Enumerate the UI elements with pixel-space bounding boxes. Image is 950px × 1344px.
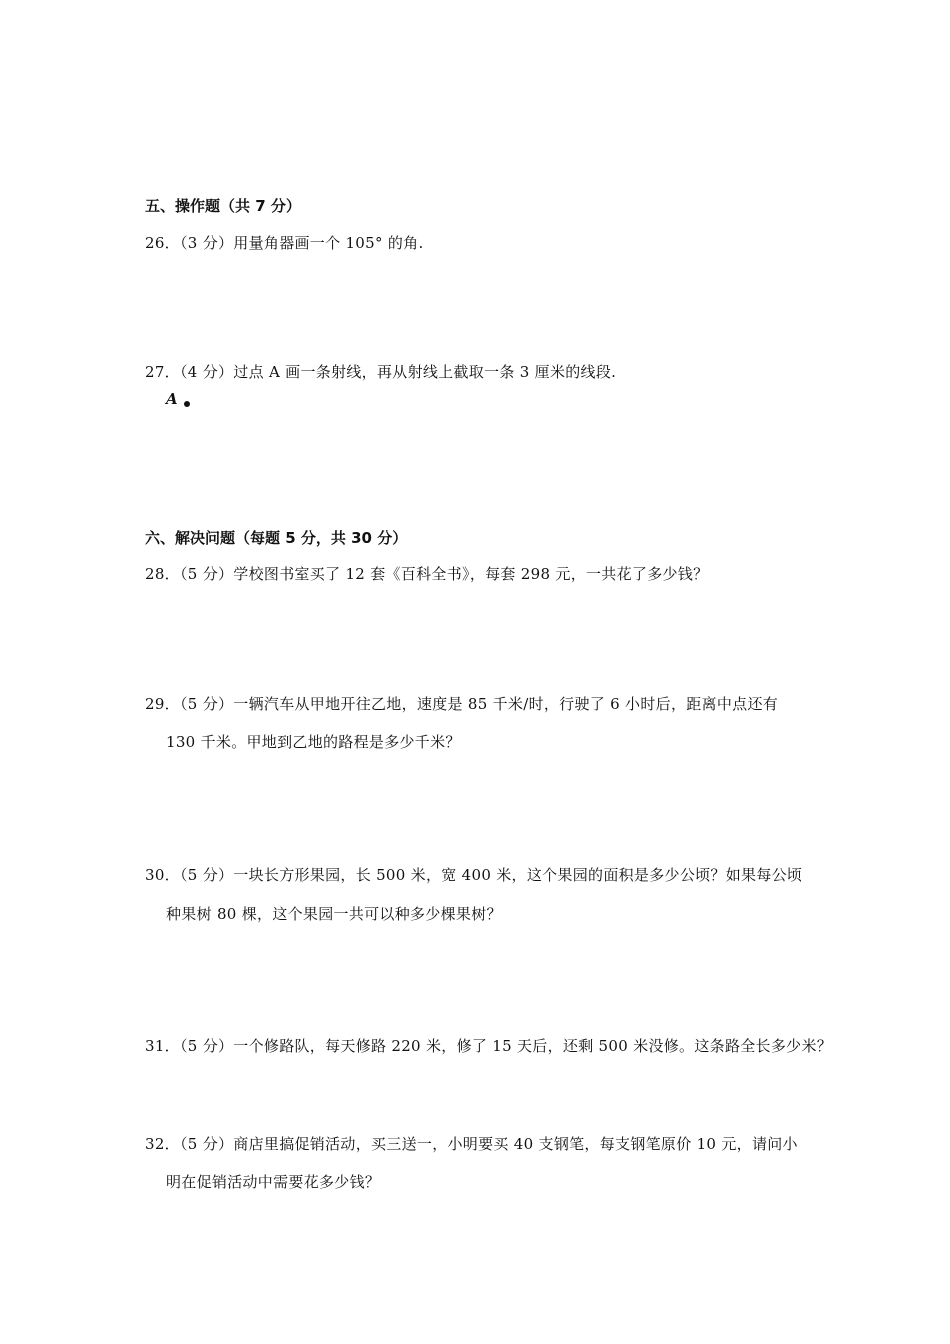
question-31: 31．（5 分）一个修路队，每天修路 220 米，修了 15 天后，还剩 500 米没修。这条路全长多少米？ — [145, 1037, 833, 1055]
point-a-label: A — [166, 390, 178, 408]
question-27: 27．（4 分）过点 A 画一条射线，再从射线上截取一条 3 厘米的线段. — [145, 363, 617, 381]
question-32-line1: 32．（5 分）商店里搞促销活动，买三送一，小明要买 40 支钢笔，每支钢笔原价 10 元，请问小 — [145, 1135, 798, 1153]
point-a-dot — [184, 401, 190, 407]
question-29-line2: 130 千米。甲地到乙地的路程是多少千米？ — [166, 733, 461, 751]
question-32-line2: 明在促销活动中需要花多少钱？ — [166, 1173, 381, 1191]
question-29-line1: 29．（5 分）一辆汽车从甲地开往乙地，速度是 85 千米/时，行驶了 6 小时后，距离中点还有 — [145, 695, 779, 713]
question-30-line2: 种果树 80 棵，这个果园一共可以种多少棵果树？ — [166, 905, 502, 923]
question-30-line1: 30．（5 分）一块长方形果园，长 500 米，宽 400 米，这个果园的面积是多少公顷？如果每公顷 — [145, 866, 803, 884]
point-a — [166, 389, 178, 408]
section6-heading: 六、解决问题（每题 5 分，共 30 分） — [145, 529, 408, 547]
section5-heading: 五、操作题（共 7 分） — [145, 197, 301, 215]
question-28: 28．（5 分）学校图书室买了 12 套《百科全书》，每套 298 元，一共花了多少钱？ — [145, 565, 709, 583]
question-26: 26．（3 分）用量角器画一个 105° 的角. — [145, 234, 424, 252]
